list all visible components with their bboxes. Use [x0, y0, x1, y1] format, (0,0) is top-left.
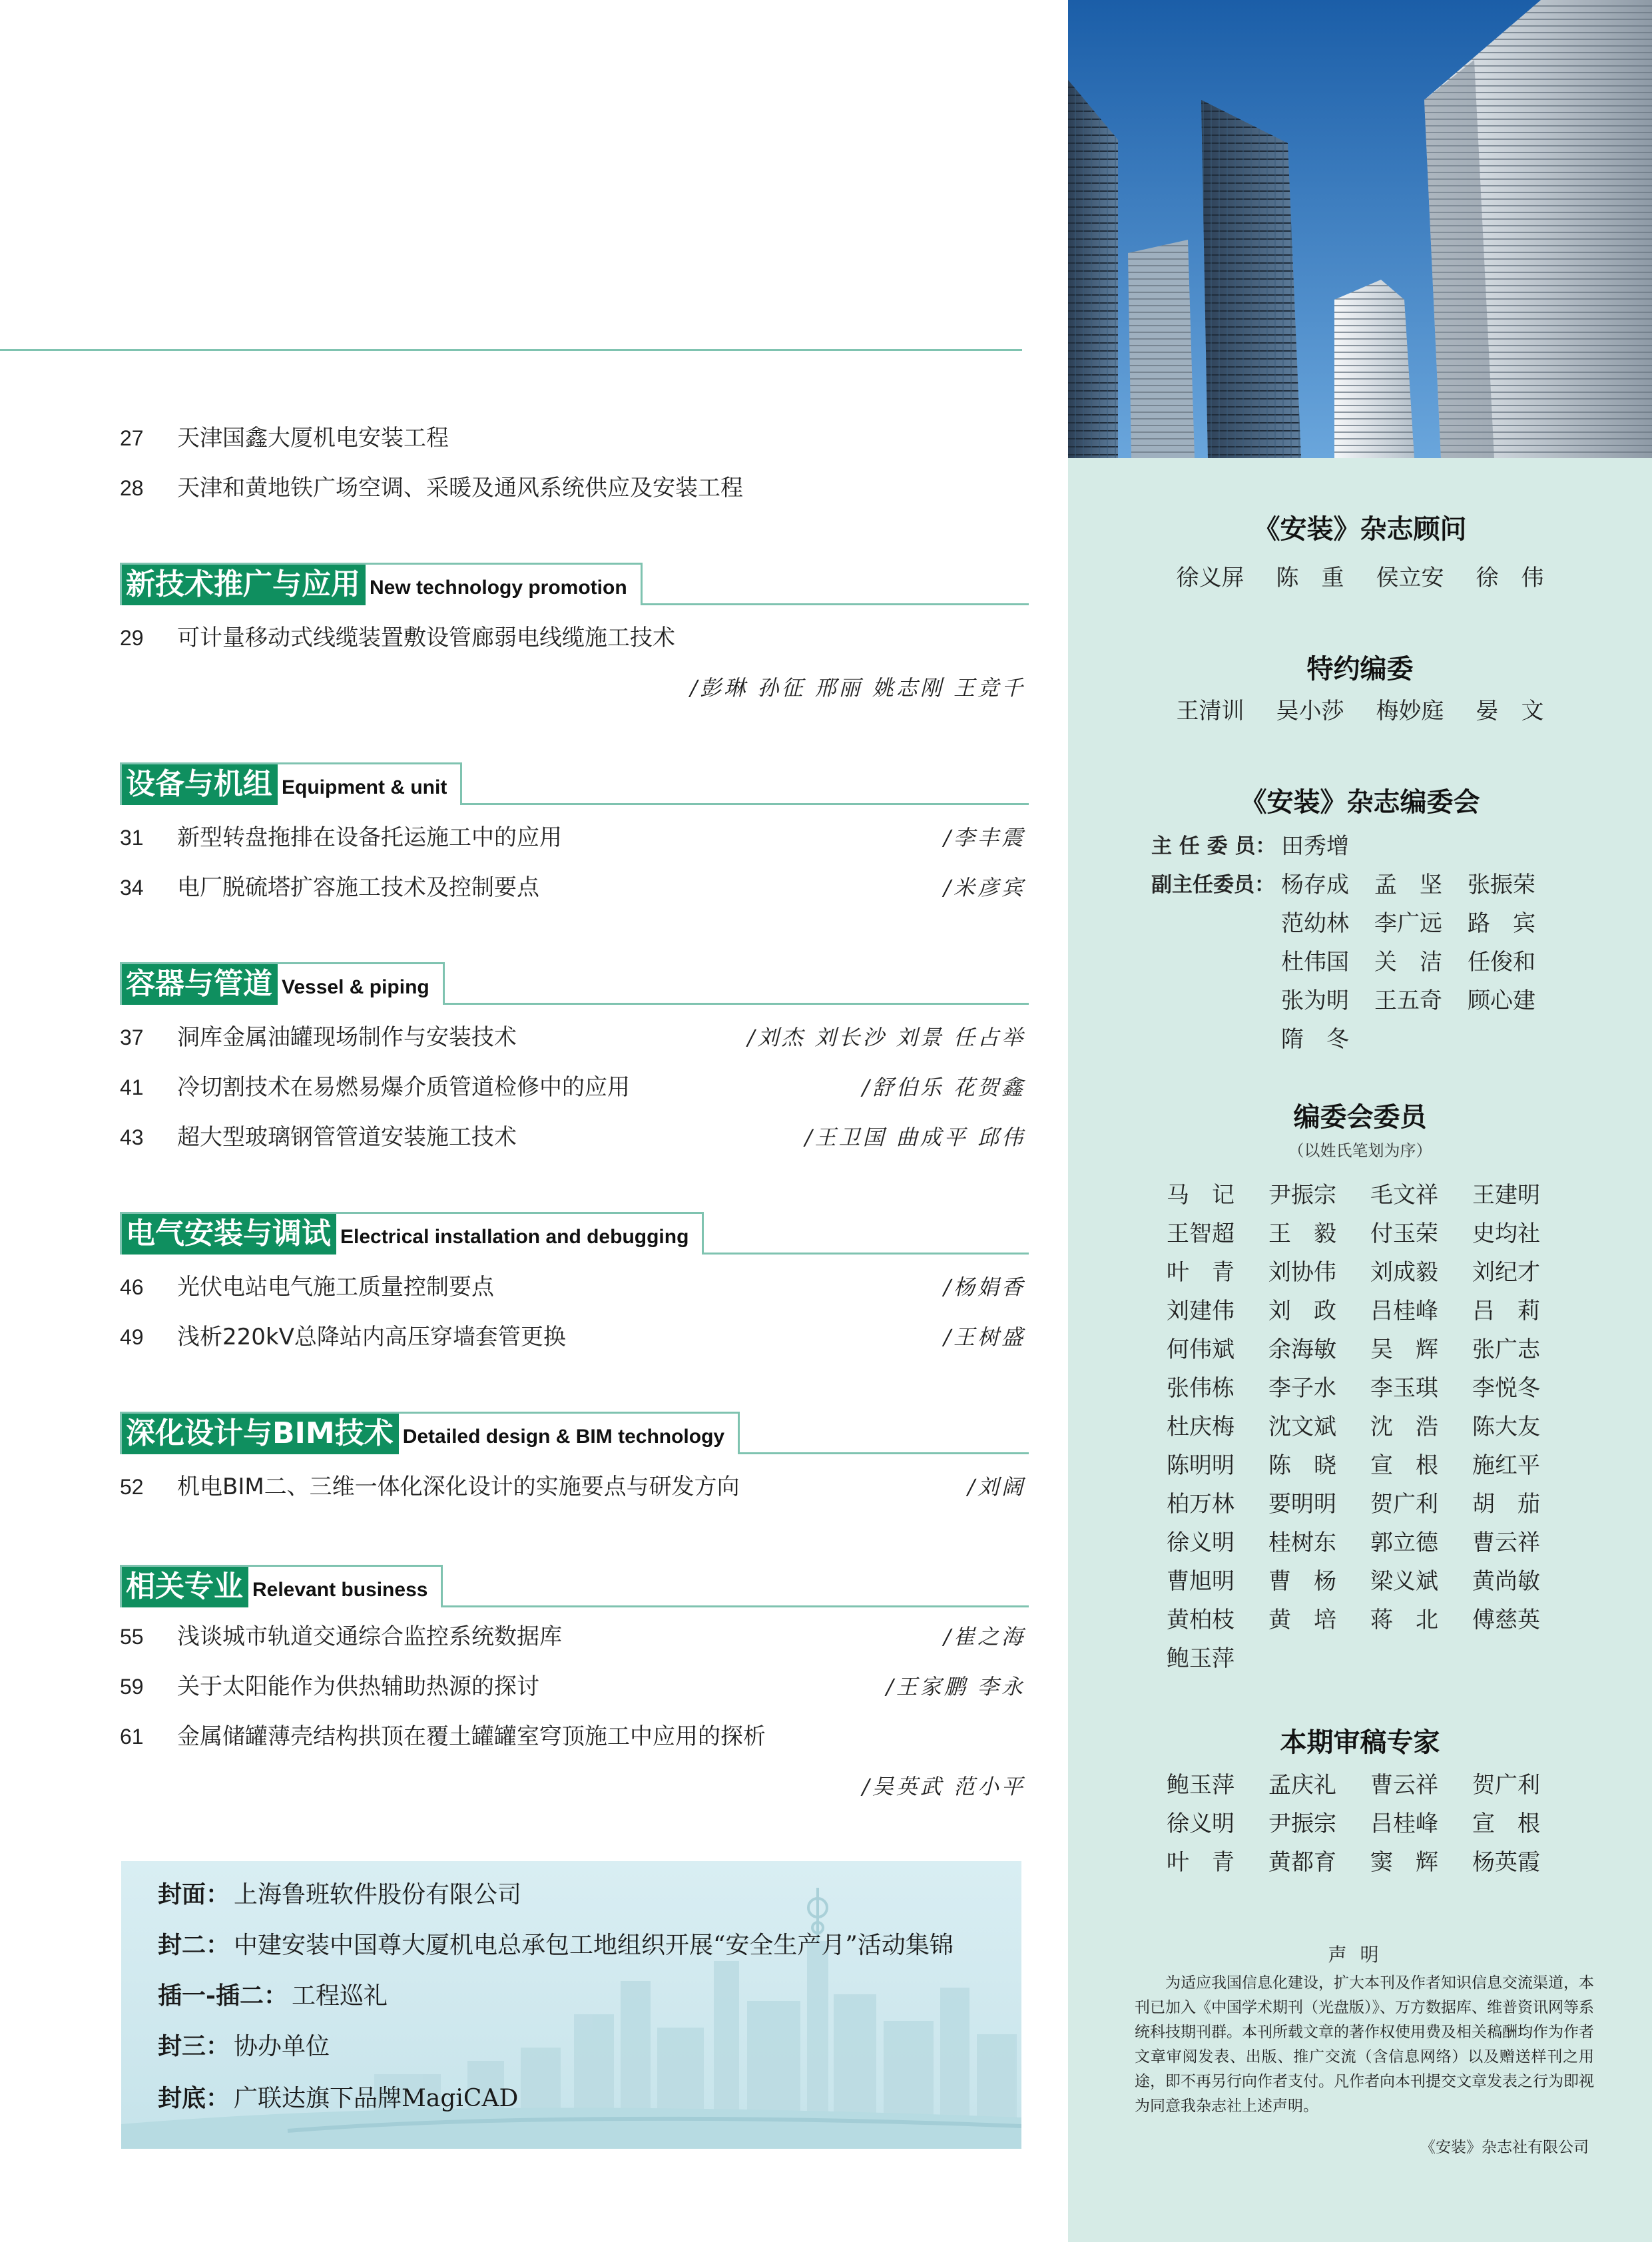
person-name: 徐义屏 — [1176, 565, 1244, 591]
vice-director-label: 副主任委员： — [1151, 873, 1275, 897]
person-name: 郭立德 — [1370, 1530, 1438, 1556]
name-row — [1167, 1292, 1574, 1330]
section-title-cn: 新技术推广与应用 — [122, 565, 366, 605]
article-title: 光伏电站电气施工质量控制要点 — [177, 1274, 494, 1300]
person-name: 傅慈英 — [1472, 1607, 1540, 1633]
article-authors: /李丰震 — [944, 825, 1025, 850]
page-number: 28 — [120, 476, 144, 500]
cover-item-inside-back — [158, 2026, 330, 2066]
person-name: 宣 根 — [1472, 1811, 1540, 1837]
article-authors: /崔之海 — [944, 1624, 1025, 1649]
page-number: 46 — [120, 1275, 144, 1299]
advisors-names — [1068, 559, 1652, 597]
cover-item-back — [158, 2078, 518, 2118]
person-name: 施红平 — [1472, 1452, 1540, 1479]
name-row — [1167, 1215, 1574, 1253]
page-number: 41 — [120, 1075, 144, 1099]
cover-item-value: 中建安装中国尊大厦机电总承包工地组织开展“安全生产月”活动集锦 — [234, 1932, 954, 1959]
person-name: 徐 伟 — [1476, 565, 1544, 591]
article-title: 新型转盘拖排在设备托运施工中的应用 — [177, 824, 562, 851]
person-name: 李悦冬 — [1472, 1375, 1540, 1402]
person-name: 刘 政 — [1268, 1298, 1336, 1324]
person-name: 田秀增 — [1281, 833, 1349, 860]
person-name: 王建明 — [1472, 1182, 1540, 1209]
person-name: 何伟斌 — [1167, 1336, 1235, 1363]
person-name: 桂树东 — [1268, 1530, 1336, 1556]
person-name: 顾心建 — [1468, 987, 1535, 1014]
toc-entry[interactable] — [120, 1467, 1025, 1507]
page-number: 55 — [120, 1625, 144, 1649]
declaration-title: 声明 — [1328, 1944, 1392, 1966]
person-name: 黄柏枝 — [1167, 1607, 1235, 1633]
page-number: 59 — [120, 1675, 144, 1699]
section-header — [120, 962, 1029, 1005]
director-label: 主 任 委 员： — [1151, 834, 1276, 858]
person-name: 张振荣 — [1468, 872, 1535, 898]
page-number: 37 — [120, 1025, 144, 1049]
page-number: 49 — [120, 1325, 144, 1349]
director-name — [1281, 828, 1374, 865]
page-number: 31 — [120, 826, 144, 850]
person-name: 王智超 — [1167, 1221, 1235, 1247]
members-subtitle: （以姓氏笔划为序） — [1288, 1141, 1432, 1160]
person-name: 刘成毅 — [1370, 1259, 1438, 1286]
toc-entry[interactable] — [120, 1117, 1025, 1157]
person-name: 曹云祥 — [1370, 1772, 1438, 1799]
person-name: 陈明明 — [1167, 1452, 1235, 1479]
person-name: 叶 青 — [1167, 1259, 1235, 1286]
section-title-cn: 容器与管道 — [122, 964, 278, 1005]
cover-item-label: 封面： — [158, 1880, 230, 1908]
person-name: 徐义明 — [1167, 1811, 1235, 1837]
article-title: 关于太阳能作为供热辅助热源的探讨 — [177, 1673, 539, 1700]
person-name: 黄都育 — [1268, 1849, 1336, 1876]
article-title: 可计量移动式线缆装置敷设管廊弱电线缆施工技术 — [177, 625, 675, 651]
page-number: 34 — [120, 876, 144, 900]
person-name: 毛文祥 — [1370, 1182, 1438, 1209]
person-name: 梅妙庭 — [1376, 698, 1444, 724]
person-name: 贺广利 — [1472, 1772, 1540, 1799]
person-name: 李子水 — [1268, 1375, 1336, 1402]
toc-entry[interactable] — [120, 818, 1025, 858]
article-title: 冷切割技术在易燃易爆介质管道检修中的应用 — [177, 1074, 630, 1101]
person-name: 宣 根 — [1370, 1452, 1438, 1479]
name-row — [1167, 1485, 1574, 1524]
section-title-cn: 电气安装与调试 — [122, 1214, 336, 1255]
person-name: 黄 培 — [1268, 1607, 1336, 1633]
toc-entry[interactable] — [120, 618, 1025, 658]
section-title-en: Vessel & piping — [278, 964, 443, 1005]
person-name: 曹旭明 — [1167, 1568, 1235, 1595]
person-name: 吴 辉 — [1370, 1336, 1438, 1363]
person-name: 孟庆礼 — [1268, 1772, 1336, 1799]
cover-info-box — [121, 1861, 1021, 2149]
cover-item-label: 封二： — [158, 1931, 230, 1959]
article-authors: /吴英武 范小平 — [862, 1774, 1025, 1799]
page-number: 29 — [120, 626, 144, 650]
person-name: 柏万林 — [1167, 1491, 1235, 1518]
section-title-en: Electrical installation and debugging — [336, 1214, 702, 1255]
name-row — [1167, 1766, 1574, 1805]
person-name: 晏 文 — [1476, 698, 1544, 724]
person-name: 杜伟国 — [1281, 949, 1349, 976]
name-row — [1167, 1369, 1574, 1408]
person-name: 范幼林 — [1281, 910, 1349, 937]
person-name: 隋 冬 — [1281, 1026, 1349, 1053]
person-name: 曹 杨 — [1268, 1568, 1336, 1595]
cover-item-value: 协办单位 — [234, 2033, 330, 2060]
person-name: 鲍玉萍 — [1167, 1772, 1235, 1799]
person-name: 吕桂峰 — [1370, 1298, 1438, 1324]
person-name: 刘建伟 — [1167, 1298, 1235, 1324]
person-name: 梁义斌 — [1370, 1568, 1438, 1595]
section-header — [120, 563, 1029, 605]
name-row — [1167, 1176, 1574, 1215]
person-name: 李玉琪 — [1370, 1375, 1438, 1402]
person-name: 尹振宗 — [1268, 1811, 1336, 1837]
article-authors: /彭琳 孙征 邢丽 姚志刚 王竞千 — [690, 675, 1025, 701]
article-authors: /王卫国 曲成平 邱伟 — [804, 1125, 1025, 1150]
name-row — [1167, 1446, 1574, 1485]
advisors-title: 《安装》杂志顾问 — [1253, 514, 1467, 545]
toc-entry[interactable] — [120, 1617, 1025, 1657]
article-authors: /杨娟香 — [944, 1274, 1025, 1300]
article-title: 电厂脱硫塔扩容施工技术及控制要点 — [177, 874, 539, 901]
section-header — [120, 1412, 1029, 1454]
article-authors: /舒伯乐 花贺鑫 — [862, 1075, 1025, 1100]
person-name: 贺广利 — [1370, 1491, 1438, 1518]
person-name: 马 记 — [1167, 1182, 1235, 1209]
article-title: 天津和黄地铁广场空调、采暖及通风系统供应及安装工程 — [177, 475, 743, 501]
person-name: 杜庆梅 — [1167, 1414, 1235, 1440]
article-title: 超大型玻璃钢管管道安装施工技术 — [177, 1124, 517, 1151]
reviewers-title: 本期审稿专家 — [1280, 1727, 1440, 1758]
person-name: 窦 辉 — [1370, 1849, 1438, 1876]
section-title-cn: 设备与机组 — [122, 764, 278, 805]
special-editors-names — [1068, 693, 1652, 730]
article-title: 天津国鑫大厦机电安装工程 — [177, 425, 449, 451]
person-name: 叶 青 — [1167, 1849, 1235, 1876]
person-name: 刘协伟 — [1268, 1259, 1336, 1286]
article-title: 金属储罐薄壳结构拱顶在覆土罐罐室穹顶施工中应用的探析 — [177, 1723, 766, 1750]
person-name: 刘纪才 — [1472, 1259, 1540, 1286]
vice-director-row — [1281, 944, 1561, 981]
page-number: 27 — [120, 426, 144, 450]
article-authors: /刘阔 — [967, 1474, 1025, 1500]
section-title-en: Equipment & unit — [278, 764, 460, 805]
name-row — [1167, 1562, 1574, 1601]
toc-entry[interactable] — [120, 468, 1025, 508]
person-name: 王五奇 — [1374, 987, 1442, 1014]
vice-director-row — [1281, 905, 1561, 942]
section-title-en: New technology promotion — [366, 565, 641, 605]
article-title: 机电BIM二、三维一体化深化设计的实施要点与研发方向 — [177, 1474, 740, 1500]
name-row — [1167, 1843, 1574, 1882]
cover-item-inserts — [158, 1976, 388, 2016]
board-title: 《安装》杂志编委会 — [1240, 787, 1480, 818]
page-number: 52 — [120, 1475, 144, 1499]
special-editors-title: 特约编委 — [1306, 654, 1414, 685]
person-name: 路 宾 — [1468, 910, 1535, 937]
person-name: 李广远 — [1374, 910, 1442, 937]
person-name: 孟 坚 — [1374, 872, 1442, 898]
cover-item-value: 广联达旗下品牌MagiCAD — [234, 2085, 519, 2112]
section-header — [120, 1565, 1029, 1607]
person-name: 张广志 — [1472, 1336, 1540, 1363]
cover-item-front — [158, 1874, 521, 1914]
person-name: 徐义明 — [1167, 1530, 1235, 1556]
person-name: 吕桂峰 — [1370, 1811, 1438, 1837]
person-name: 杨存成 — [1281, 872, 1349, 898]
declaration-signature: 《安装》杂志社有限公司 — [1420, 2139, 1589, 2156]
section-title-cn: 相关专业 — [122, 1567, 248, 1607]
person-name: 吕 莉 — [1472, 1298, 1540, 1324]
article-authors: /王树盛 — [944, 1324, 1025, 1350]
name-row — [1167, 1601, 1574, 1639]
members-title: 编委会委员 — [1293, 1102, 1427, 1133]
person-name: 曹云祥 — [1472, 1530, 1540, 1556]
page-number: 61 — [120, 1725, 144, 1749]
vice-director-row — [1281, 866, 1561, 904]
person-name: 关 洁 — [1374, 949, 1442, 976]
person-name: 黄尚敏 — [1472, 1568, 1540, 1595]
person-name: 张为明 — [1281, 987, 1349, 1014]
vice-director-row — [1281, 1021, 1374, 1058]
page-number: 43 — [120, 1125, 144, 1149]
section-header — [120, 1212, 1029, 1255]
person-name: 余海敏 — [1268, 1336, 1336, 1363]
name-row — [1167, 1639, 1268, 1678]
toc-entry[interactable] — [120, 1317, 1025, 1357]
person-name: 张伟栋 — [1167, 1375, 1235, 1402]
person-name: 胡 茄 — [1472, 1491, 1540, 1518]
declaration-body: 为适应我国信息化建设，扩大本刊及作者知识信息交流渠道，本刊已加入《中国学术期刊（光盘版）》、万方数据库、维普资讯网等系统科技期刊群。本刊所载文章的著作权使用费及相关稿酬均作为作者文章审阅发表、出版、推广交流（含信息网络）以及赠送样刊之用途，即不再另行向作者支付。凡作者向本刊提交文章发表之行为即视为同意我杂志社上述声明。 — [1135, 1974, 1594, 2115]
person-name: 鲍玉萍 — [1167, 1645, 1235, 1672]
name-row — [1167, 1805, 1574, 1843]
article-authors: /王家鹏 李永 — [886, 1674, 1025, 1699]
article-title: 浅析220kV总降站内高压穿墙套管更换 — [177, 1324, 566, 1350]
article-title: 浅谈城市轨道交通综合监控系统数据库 — [177, 1623, 562, 1650]
vice-director-row — [1281, 982, 1561, 1019]
section-title-cn: 深化设计与BIM技术 — [122, 1414, 399, 1454]
toc-entry[interactable] — [120, 1667, 1025, 1707]
toc-entry[interactable] — [120, 1717, 1025, 1757]
skyscraper-photo — [1068, 0, 1652, 458]
person-name: 王 毅 — [1268, 1221, 1336, 1247]
person-name: 付玉荣 — [1370, 1221, 1438, 1247]
person-name: 沈 浩 — [1370, 1414, 1438, 1440]
person-name: 史均社 — [1472, 1221, 1540, 1247]
person-name: 要明明 — [1268, 1491, 1336, 1518]
name-row — [1167, 1253, 1574, 1292]
cover-item-value: 上海鲁班软件股份有限公司 — [234, 1881, 522, 1908]
toc-entry[interactable] — [120, 1017, 1025, 1057]
person-name: 侯立安 — [1376, 565, 1444, 591]
article-title: 洞库金属油罐现场制作与安装技术 — [177, 1024, 517, 1051]
cover-item-label: 插一-插二： — [158, 1982, 288, 2010]
person-name: 杨英霞 — [1472, 1849, 1540, 1876]
person-name: 陈 晓 — [1268, 1452, 1336, 1479]
cover-item-label: 封底： — [158, 2084, 230, 2112]
person-name: 王清训 — [1176, 698, 1244, 724]
article-authors: /米彦宾 — [944, 875, 1025, 900]
cover-item-inside-front — [158, 1925, 954, 1965]
name-row — [1167, 1330, 1574, 1369]
toc-entry[interactable] — [120, 868, 1025, 908]
section-title-en: Detailed design & BIM technology — [399, 1414, 738, 1454]
person-name: 陈 重 — [1276, 565, 1344, 591]
name-row — [1167, 1524, 1574, 1562]
person-name: 沈文斌 — [1268, 1414, 1336, 1440]
person-name: 陈大友 — [1472, 1414, 1540, 1440]
section-header — [120, 762, 1029, 805]
cover-item-label: 封三： — [158, 2032, 230, 2060]
toc-entry[interactable] — [120, 1067, 1025, 1107]
toc-entry[interactable] — [120, 418, 1025, 458]
person-name: 任俊和 — [1468, 949, 1535, 976]
section-title-en: Relevant business — [248, 1567, 441, 1607]
name-row — [1167, 1408, 1574, 1446]
person-name: 尹振宗 — [1268, 1182, 1336, 1209]
toc-entry[interactable] — [120, 1267, 1025, 1307]
person-name: 蒋 北 — [1370, 1607, 1438, 1633]
editorial-sidebar — [1068, 0, 1652, 2242]
article-authors: /刘杰 刘长沙 刘景 任占举 — [747, 1025, 1025, 1050]
person-name: 吴小莎 — [1276, 698, 1344, 724]
cover-item-value: 工程巡礼 — [291, 1982, 388, 2010]
